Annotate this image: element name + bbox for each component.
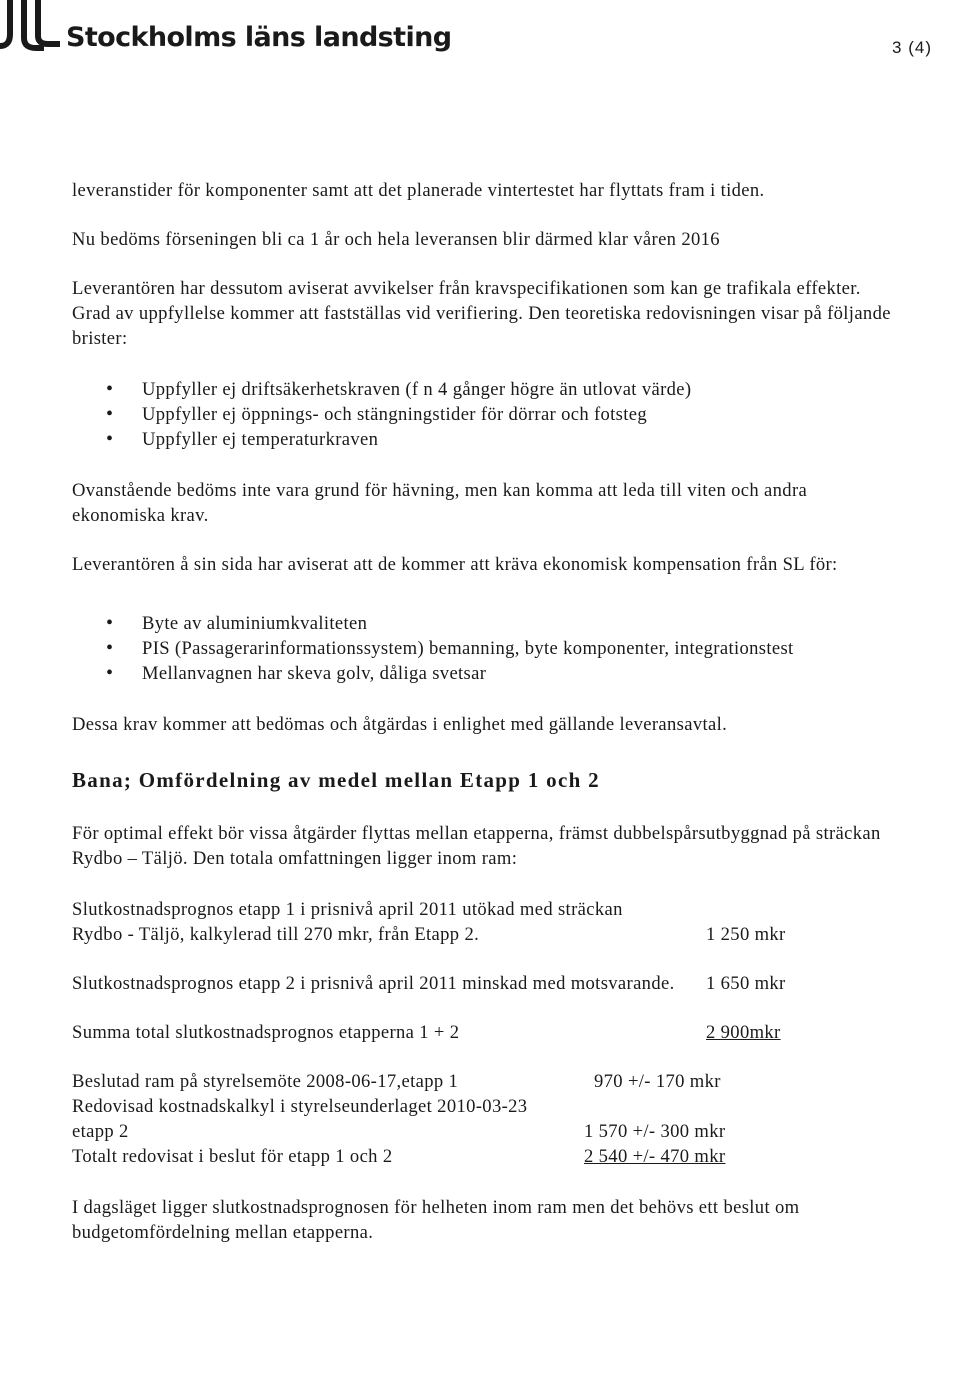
paragraph: Leverantören har dessutom aviserat avvikelser från kravspecifikationen som kan ge trafikala effekter. Grad av uppfyllelse kommer att fastställas vid verifiering. Den teoretiska redovisningen visar på följande brister:	[72, 278, 891, 349]
decision-table	[72, 1069, 902, 1169]
list-item: • Uppfyller ej öppnings- och stängningstider för dörrar och fotsteg	[142, 402, 902, 427]
list-item: • Uppfyller ej driftsäkerhetskraven (f n 4 gånger högre än utlovat värde)	[142, 377, 902, 402]
bullet-list	[72, 611, 902, 686]
list-item: • Mellanvagnen har skeva golv, dåliga svetsar	[142, 661, 902, 686]
cost-row	[72, 897, 902, 947]
paragraph: Nu bedöms förseningen bli ca 1 år och hela leveransen blir därmed klar våren 2016	[72, 229, 720, 250]
paragraph: För optimal effekt bör vissa åtgärder flyttas mellan etapperna, främst dubbelspårsutbyggnad på sträckan Rydbo – Täljö. Den totala omfattningen ligger inom ram:	[72, 823, 881, 869]
sum-row	[72, 1020, 902, 1045]
paragraph: leveranstider för komponenter samt att det planerade vintertestet har flyttats fram i tiden.	[72, 180, 765, 201]
decision-total-amount: 2 540 +/- 470 mkr	[584, 1146, 726, 1167]
bullet-list	[72, 377, 902, 452]
page-header	[0, 0, 960, 70]
decision-amount: 970 +/- 170 mkr	[594, 1071, 721, 1092]
decision-label: Beslutad ram på styrelsemöte 2008-06-17,etapp 1	[72, 1071, 459, 1092]
cost-label: Slutkostnadsprognos etapp 2 i prisnivå april 2011 minskad med motsvarande.	[72, 973, 675, 994]
list-item: • PIS (Passagerarinformationssystem) bemanning, byte komponenter, integrationstest	[142, 636, 902, 661]
list-item: • Byte av aluminiumkvaliteten	[142, 611, 902, 636]
list-item: • Uppfyller ej temperaturkraven	[142, 427, 902, 452]
paragraph: Dessa krav kommer att bedömas och åtgärdas i enlighet med gällande leveransavtal.	[72, 714, 728, 735]
cost-label: Slutkostnadsprognos etapp 1 i prisnivå april 2011 utökad med sträckan Rydbo - Täljö, kalkylerad till 270 mkr, från Etapp 2.	[72, 899, 623, 945]
page-number: 3 (4)	[892, 38, 932, 57]
sum-amount: 2 900mkr	[706, 1022, 781, 1043]
decision-label: Totalt redovisat i beslut för etapp 1 och 2	[72, 1146, 393, 1167]
paragraph: Ovanstående bedöms inte vara grund för hävning, men kan komma att leda till viten och andra ekonomiska krav.	[72, 480, 808, 526]
decision-amount: 1 570 +/- 300 mkr	[584, 1121, 726, 1142]
decision-label: Redovisad kostnadskalkyl i styrelseunderlaget 2010-03-23 etapp 2	[72, 1096, 528, 1142]
paragraph: I dagsläget ligger slutkostnadsprognosen för helheten inom ram men det behövs ett beslut om budgetomfördelning mellan etapperna.	[72, 1197, 800, 1243]
cost-amount: 1 250 mkr	[706, 924, 786, 945]
document-body	[72, 178, 902, 1245]
sll-logo-icon	[0, 0, 62, 52]
paragraph: Leverantören å sin sida har aviserat att de kommer att kräva ekonomisk kompensation från SL för:	[72, 554, 838, 575]
sum-label: Summa total slutkostnadsprognos etapperna 1 + 2	[72, 1022, 460, 1043]
cost-amount: 1 650 mkr	[706, 973, 786, 994]
cost-row	[72, 971, 902, 996]
organization-name: Stockholms läns landsting	[66, 22, 452, 53]
section-heading: Bana; Omfördelning av medel mellan Etapp 1 och 2	[72, 768, 600, 792]
